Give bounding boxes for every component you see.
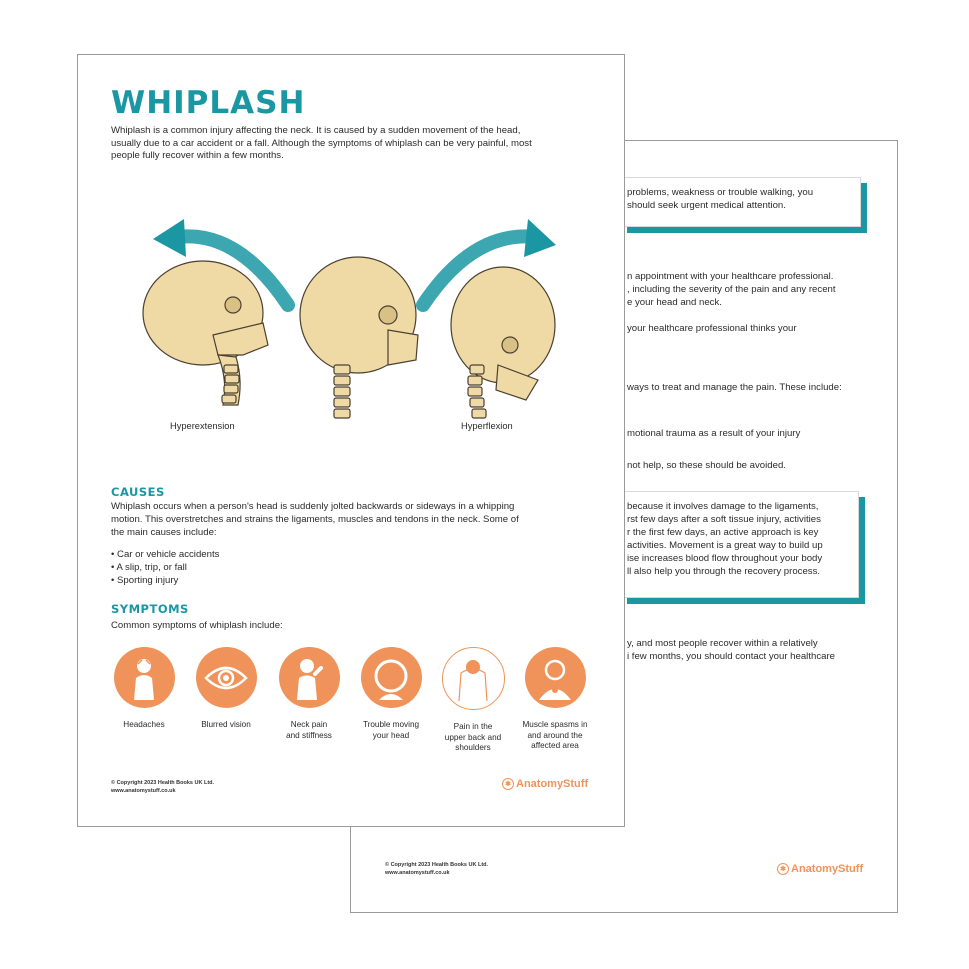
eye-icon (196, 647, 257, 708)
symptoms-heading: SYMPTOMS (111, 602, 189, 616)
back-text-line: n appointment with your healthcare professional. (627, 271, 834, 282)
recovery-line: rst few days after a soft tissue injury, activities (627, 514, 821, 525)
causes-list (111, 548, 219, 587)
symptom-label: Headaches (123, 720, 165, 729)
skull-neutral-icon (300, 257, 418, 418)
symptom-upper-back-pain (440, 647, 506, 754)
head-movement-icon (361, 647, 422, 708)
causes-line: Whiplash occurs when a person's head is suddenly jolted backwards or sideways in a whipping (111, 501, 515, 512)
symptom-label: Muscle spasms in and around the affected area (522, 720, 588, 750)
recovery-line: activities. Movement is a great way to build up (627, 540, 823, 551)
front-page (77, 54, 625, 827)
copyright-text: © Copyright 2023 Health Books UK Ltd. (111, 780, 215, 786)
back-text-line: your healthcare professional thinks your (627, 323, 797, 334)
hyperextension-caption: Hyperextension (170, 421, 235, 431)
back-text-line: , including the severity of the pain and any recent (627, 284, 836, 295)
muscle-spasm-icon (525, 647, 586, 708)
anatomystuff-logo (502, 778, 588, 790)
page-title: WHIPLASH (111, 85, 306, 121)
back-text-line: ways to treat and manage the pain. These include: (627, 382, 842, 393)
whiplash-illustration (118, 205, 598, 455)
anatomystuff-logo (777, 863, 863, 875)
back-text-line: i few months, you should contact your healthcare (627, 651, 835, 662)
causes-line: motion. This overstretches and strains the ligaments, muscles and tendons in the neck. Some of (111, 514, 519, 525)
list-item: • Car or vehicle accidents (111, 548, 219, 561)
symptom-label: Blurred vision (201, 720, 251, 729)
skull-hyperextension-icon (143, 261, 268, 405)
recovery-line: because it involves damage to the ligaments, (627, 501, 819, 512)
symptoms-intro: Common symptoms of whiplash include: (111, 620, 283, 631)
causes-line: the main causes include: (111, 527, 217, 538)
intro-line: usually due to a car accident or a fall. Although the symptoms of whiplash can be very painful, most (111, 137, 532, 149)
copyright-text: © Copyright 2023 Health Books UK Ltd. (385, 862, 489, 868)
website-link[interactable]: www.anatomystuff.co.uk (111, 788, 176, 794)
logo-icon: ✱ (777, 863, 789, 875)
symptom-label: Pain in the upper back and shoulders (444, 722, 502, 752)
logo-text: AnatomyStuff (791, 863, 864, 875)
recovery-line: ise increases blood flow throughout your body (627, 553, 823, 564)
list-item: • Sporting injury (111, 574, 219, 587)
hyperflexion-caption: Hyperflexion (461, 421, 513, 431)
back-text-line: motional trauma as a result of your injury (627, 428, 801, 439)
warning-box (621, 177, 861, 227)
neck-pain-icon (279, 647, 340, 708)
back-footer (385, 861, 488, 877)
list-item: • A slip, trip, or fall (111, 561, 219, 574)
recovery-line: r the first few days, an active approach is key (627, 527, 819, 538)
back-text-line: not help, so these should be avoided. (627, 460, 786, 471)
symptom-muscle-spasms (522, 647, 588, 752)
intro-line: Whiplash is a common injury affecting the neck. It is caused by a sudden movement of the head, (111, 125, 521, 136)
logo-text: AnatomyStuff (516, 778, 589, 790)
symptom-label: Neck pain and stiffness (286, 720, 332, 740)
warning-line: should seek urgent medical attention. (627, 200, 786, 211)
logo-icon: ✱ (502, 778, 514, 790)
symptom-trouble-moving-head (358, 647, 424, 741)
back-text-line: e your head and neck. (627, 297, 722, 308)
recovery-line: ll also help you through the recovery process. (627, 566, 821, 577)
website-link[interactable]: www.anatomystuff.co.uk (385, 870, 450, 876)
headache-icon (114, 647, 175, 708)
back-pain-icon (442, 647, 505, 710)
symptom-headaches (111, 647, 177, 731)
intro-line: people fully recover within a few months. (111, 150, 284, 161)
skull-hyperflexion-icon (451, 267, 555, 418)
symptom-blurred-vision (193, 647, 259, 731)
causes-heading: CAUSES (111, 485, 165, 499)
symptom-label: Trouble moving your head (362, 720, 420, 740)
warning-line: problems, weakness or trouble walking, you (627, 187, 814, 198)
back-text-line: y, and most people recover within a relatively (627, 638, 818, 649)
recovery-box (621, 491, 859, 598)
symptom-neck-pain (276, 647, 342, 741)
front-footer (111, 779, 214, 795)
